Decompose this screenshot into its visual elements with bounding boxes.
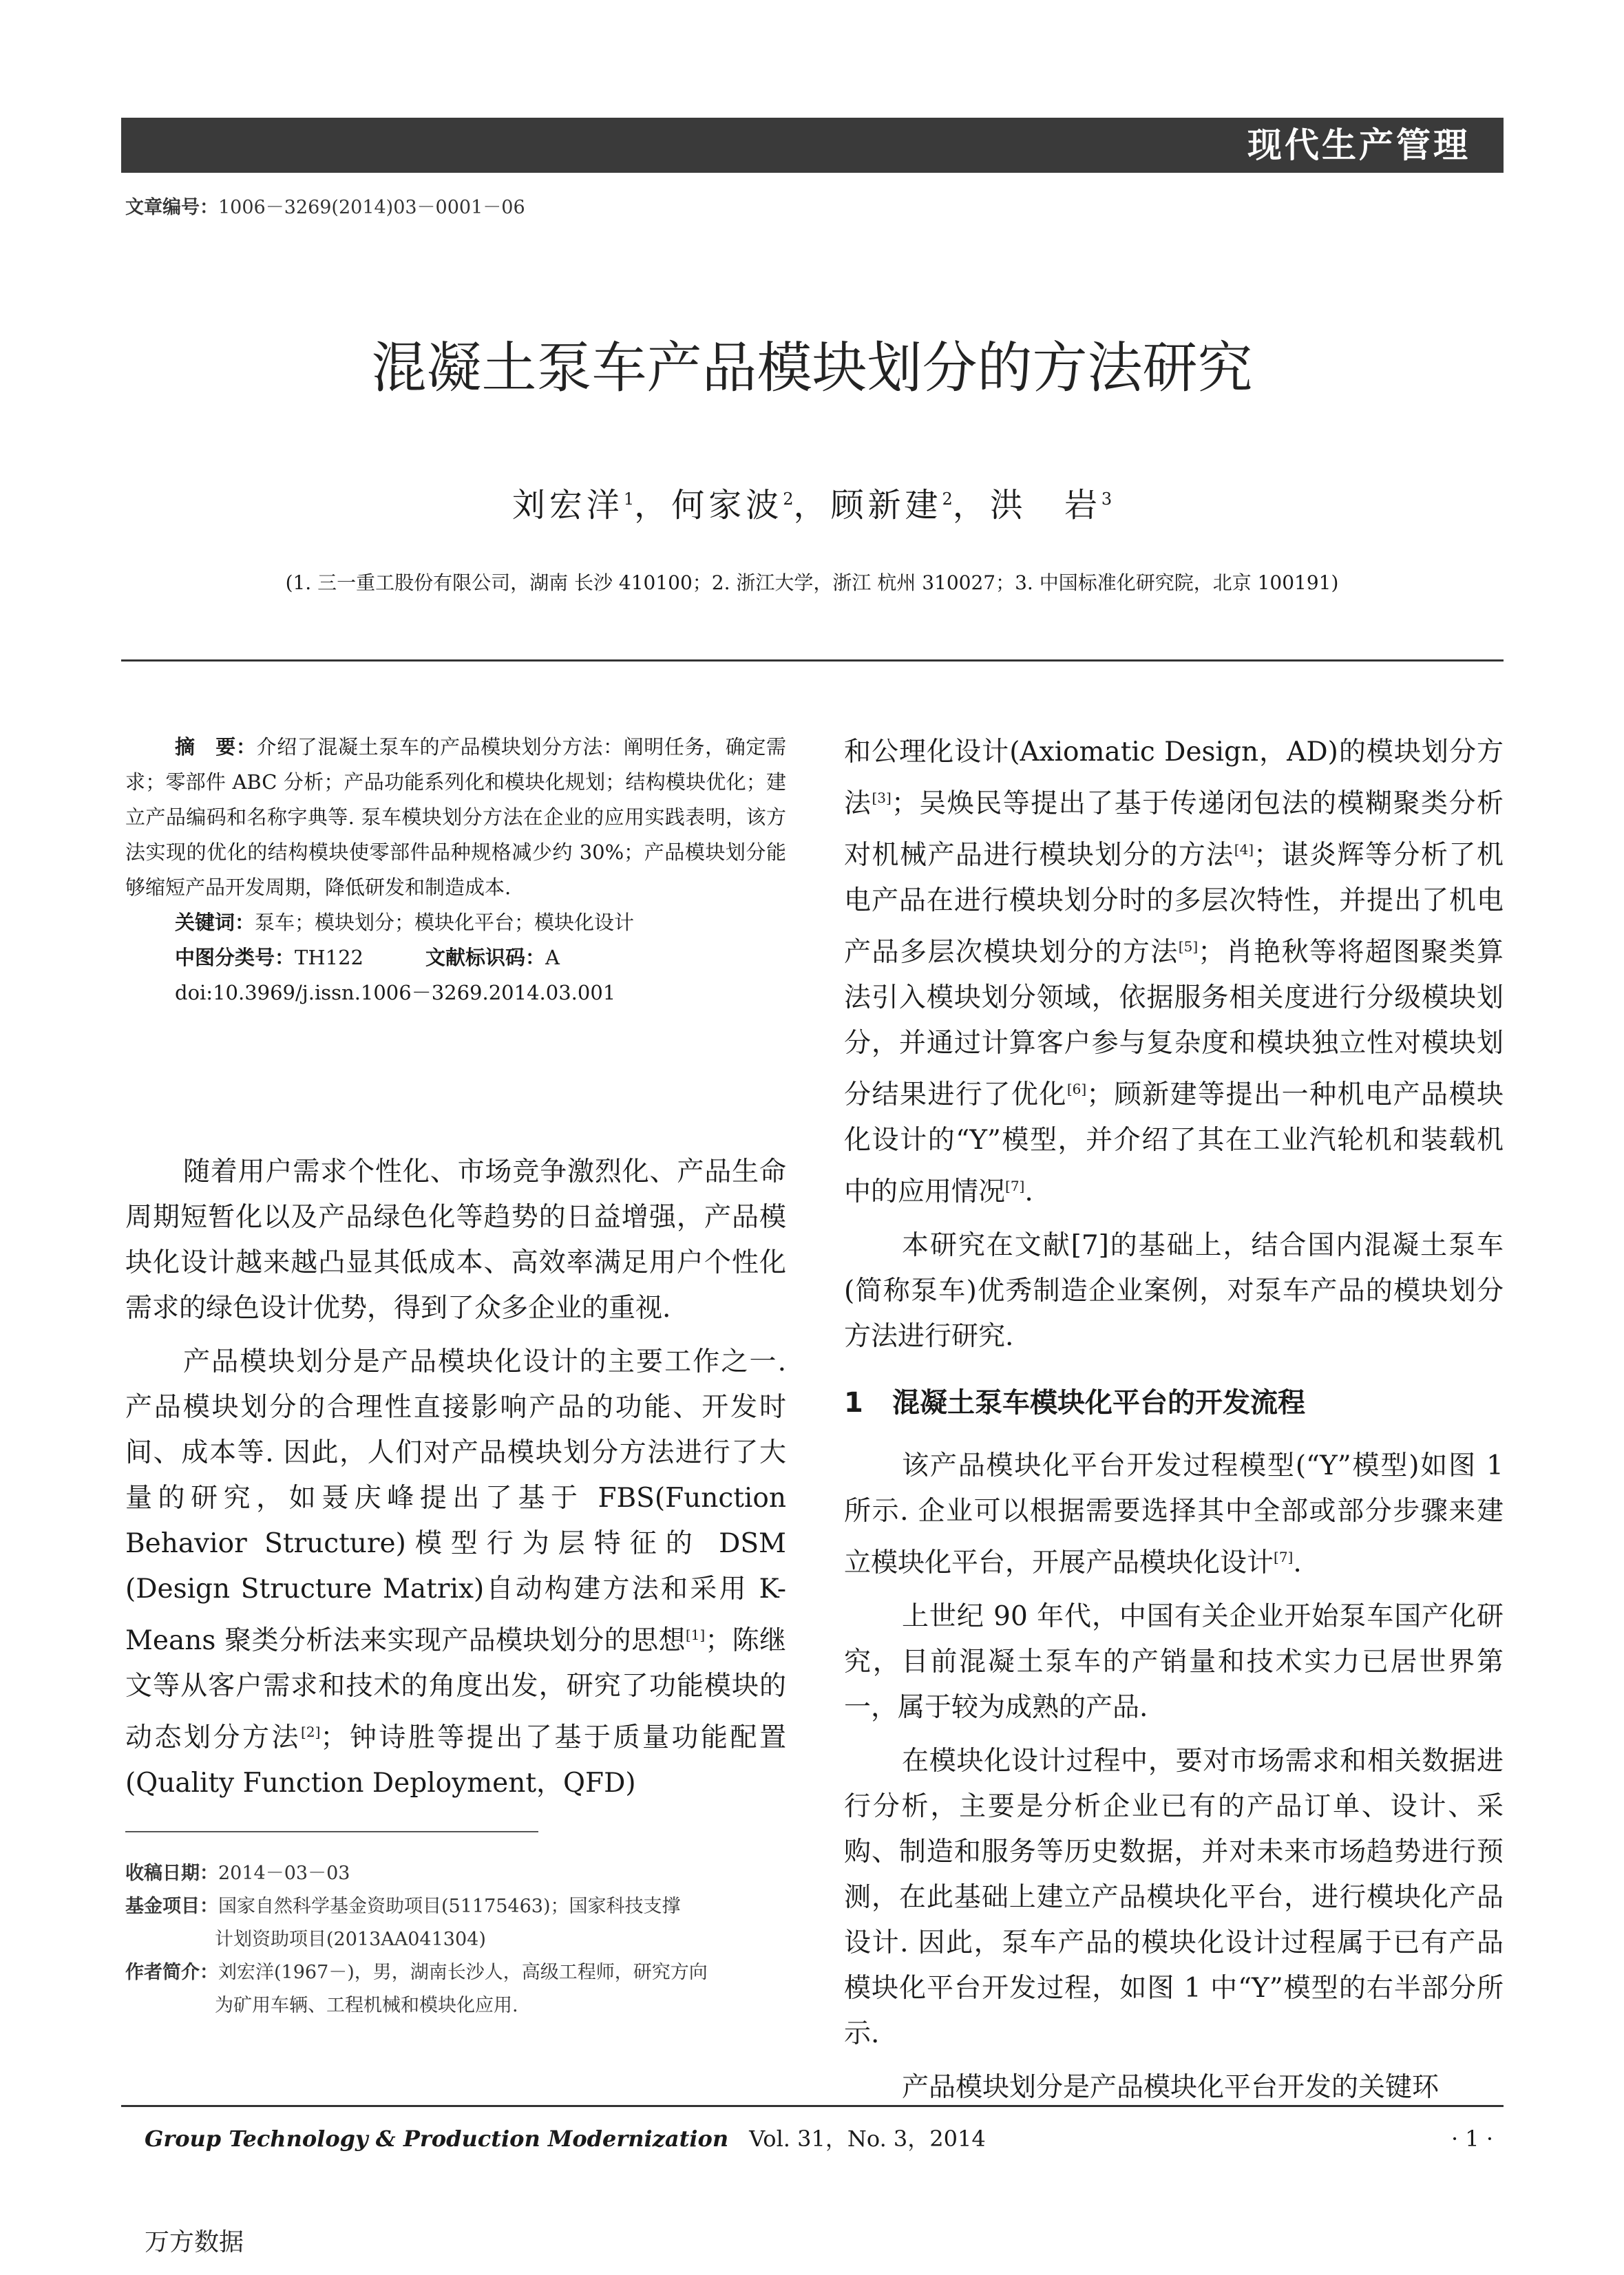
body-text: ；肖艳秋等将超图聚类算法引入模块划分领域，依据服务相关度进行分级模块划分，并通过计算客户参与复杂度和模块独立性对模块划分结果进行了优化	[844, 937, 1504, 1110]
body-text: ；吴焕民等提出了基于传递闭包法的模糊聚类分析对机械产品进行模块划分的方法	[844, 788, 1504, 871]
affiliations: (1. 三一重工股份有限公司，湖南 长沙 410100；2. 浙江大学，浙江 杭州 310027；3. 中国标准化研究院，北京 100191)	[285, 571, 1339, 594]
citation: [1]	[685, 1627, 706, 1643]
author-separator: ，	[793, 486, 831, 525]
section-banner-title: 现代生产管理	[1247, 125, 1470, 165]
citation: [6]	[1066, 1081, 1087, 1097]
doc-code-label: 文献标识码：	[425, 946, 546, 969]
author-bio-label: 作者简介：	[125, 1962, 218, 1983]
journal-name: Group Technology & Production Modernization	[145, 2126, 729, 2152]
abstract-paragraph	[125, 730, 786, 905]
author-affiliation-mark: 2	[783, 489, 794, 509]
journal-volume: Vol. 31，No. 3，2014	[749, 2126, 986, 2152]
abstract-block	[125, 730, 786, 1010]
body-text: ；钟诗胜等提出了基于质量功能配置(Quality Function Deployment，QFD)	[125, 1722, 786, 1799]
header-divider	[121, 659, 1504, 662]
paper-title: 混凝土泵车产品模块划分的方法研究	[371, 336, 1253, 400]
citation: [4]	[1234, 841, 1254, 858]
body-text: 产品模块划分是产品模块化设计的主要工作之一. 产品模块划分的合理性直接影响产品的功能、开发时间、成本等. 因此，人们对产品模块划分方法进行了大量的研究，如聂庆峰提出了基于 FBS(Function Behavior Structure)模型行为层特征的 DSM (Design Structure Matrix)自动构建方法和采用 K-Means 聚类分析法来实现产品模块划分的思想	[125, 1346, 786, 1656]
citation: [3]	[872, 790, 892, 806]
author-list	[0, 475, 1624, 529]
author-name: 刘宏洋	[512, 486, 624, 525]
citation: [7]	[1274, 1549, 1294, 1565]
abstract-label: 摘 要：	[175, 735, 257, 759]
author-name: 洪 岩	[989, 486, 1101, 525]
classification-line	[125, 940, 786, 975]
body-text: .	[1293, 1547, 1302, 1578]
body-paragraph: 本研究在文献[7]的基础上，结合国内混凝土泵车(简称泵车)优秀制造企业案例，对泵车产品的模块划分方法进行研究.	[844, 1230, 1504, 1352]
body-paragraph	[844, 1443, 1504, 1586]
abstract-text: 介绍了混凝土泵车的产品模块划分方法：阐明任务，确定需求；零部件 ABC 分析；产品功能系列化和模块化规划；结构模块优化；建立产品编码和名称字典等. 泵车模块划分方法在企业的应用实践表明，该方法实现的优化的结构模块使零部件品种规格减少约 30%；产品模块划分能够缩短产品开发周期，降低研发和制造成本.	[125, 735, 786, 899]
body-text: ；谌炎辉等分析了机电产品在进行模块划分时的多层次特性，并提出了机电产品多层次模块划分的方法	[844, 840, 1504, 968]
section-number: 1	[844, 1387, 863, 1419]
author-separator: ，	[952, 486, 990, 525]
body-paragraph	[125, 1340, 786, 1806]
clc-label: 中图分类号：	[175, 946, 295, 969]
citation: [2]	[301, 1724, 321, 1740]
page-number: · 1 ·	[1451, 2126, 1493, 2152]
keywords-line	[125, 905, 786, 940]
footer-divider	[121, 2105, 1504, 2107]
author-affiliation-mark: 3	[1101, 489, 1112, 509]
article-number-value: 1006－3269(2014)03－0001－06	[218, 197, 525, 218]
body-text: ；顾新建等提出一种机电产品模块化设计的“Y”模型，并介绍了其在工业汽轮机和装载机中的应用情况	[844, 1079, 1504, 1207]
received-date	[125, 1859, 786, 1889]
body-paragraph: 产品模块划分是产品模块化平台开发的关键环	[902, 2072, 1440, 2103]
body-paragraph	[844, 730, 1504, 1215]
body-paragraph: 随着用户需求个性化、市场竞争激烈化、产品生命周期短暂化以及产品绿色化等趋势的日益增强，产品模块化设计越来越凸显其低成本、高效率满足用户个性化需求的绿色设计优势，得到了众多企业的重视.	[125, 1156, 786, 1324]
article-number-label: 文章编号：	[125, 197, 218, 218]
author-affiliation-mark: 1	[623, 489, 635, 509]
footnote-divider	[125, 1831, 538, 1832]
keywords-text: 泵车；模块划分；模块化平台；模块化设计	[255, 911, 635, 934]
footnotes	[125, 1859, 786, 2024]
body-text: .	[1024, 1176, 1033, 1207]
author-affiliation-mark: 2	[942, 489, 953, 509]
author-name: 顾新建	[830, 486, 942, 525]
received-label: 收稿日期：	[125, 1863, 218, 1884]
section-banner	[121, 118, 1504, 173]
doc-code-value: A	[545, 946, 560, 969]
author-bio-text: 刘宏洋(1967－)，男，湖南长沙人，高级工程师，研究方向	[218, 1962, 708, 1983]
fund-text: 国家自然科学基金资助项目(51175463)；国家科技支撑	[218, 1896, 681, 1917]
doi-line: doi:10.3969/j.issn.1006－3269.2014.03.001	[175, 981, 616, 1004]
fund-label: 基金项目：	[125, 1896, 218, 1917]
section-title: 混凝土泵车模块化平台的开发流程	[892, 1387, 1305, 1419]
watermark-text: 万方数据	[145, 2228, 244, 2256]
body-text: 该产品模块化平台开发过程模型(“Y”模型)如图 1 所示. 企业可以根据需要选择其中全部或部分步骤来建立模块化平台，开展产品模块化设计	[844, 1450, 1504, 1578]
body-paragraph: 在模块化设计过程中，要对市场需求和相关数据进行分析，主要是分析企业已有的产品订单、设计、采购、制造和服务等历史数据，并对未来市场趋势进行预测，在此基础上建立产品模块化平台，进行模块化产品设计. 因此，泵车产品的模块化设计过程属于已有产品模块化平台开发过程，如图 1 中“Y”模型的右半部分所示.	[844, 1746, 1504, 2049]
body-text: 和公理化设计(Axiomatic Design，AD)的模块划分方法	[844, 737, 1504, 819]
keywords-label: 关键词：	[175, 911, 255, 934]
received-value: 2014－03－03	[218, 1863, 350, 1884]
section-heading	[844, 1380, 1504, 1426]
fund-info	[125, 1892, 786, 1922]
body-paragraph: 上世纪 90 年代，中国有关企业开始泵车国产化研究，目前混凝土泵车的产销量和技术实力已居世界第一，属于较为成熟的产品.	[844, 1601, 1504, 1723]
author-bio	[125, 1958, 786, 1988]
clc-value: TH122	[295, 946, 364, 969]
citation: [5]	[1178, 938, 1199, 955]
left-column-body	[125, 1150, 786, 1814]
article-number	[125, 194, 525, 222]
author-name: 何家波	[671, 486, 783, 525]
author-separator: ，	[634, 486, 672, 525]
author-bio-cont: 为矿用车辆、工程机械和模块化应用.	[215, 1995, 518, 2016]
body-text: ；陈继文等从客户需求和技术的角度出发，研究了功能模块的动态划分方法	[125, 1625, 786, 1753]
right-column-body	[844, 730, 1504, 2119]
citation: [7]	[1005, 1178, 1025, 1194]
fund-info-cont: 计划资助项目(2013AA041304)	[215, 1929, 486, 1950]
journal-footer	[145, 2122, 986, 2155]
